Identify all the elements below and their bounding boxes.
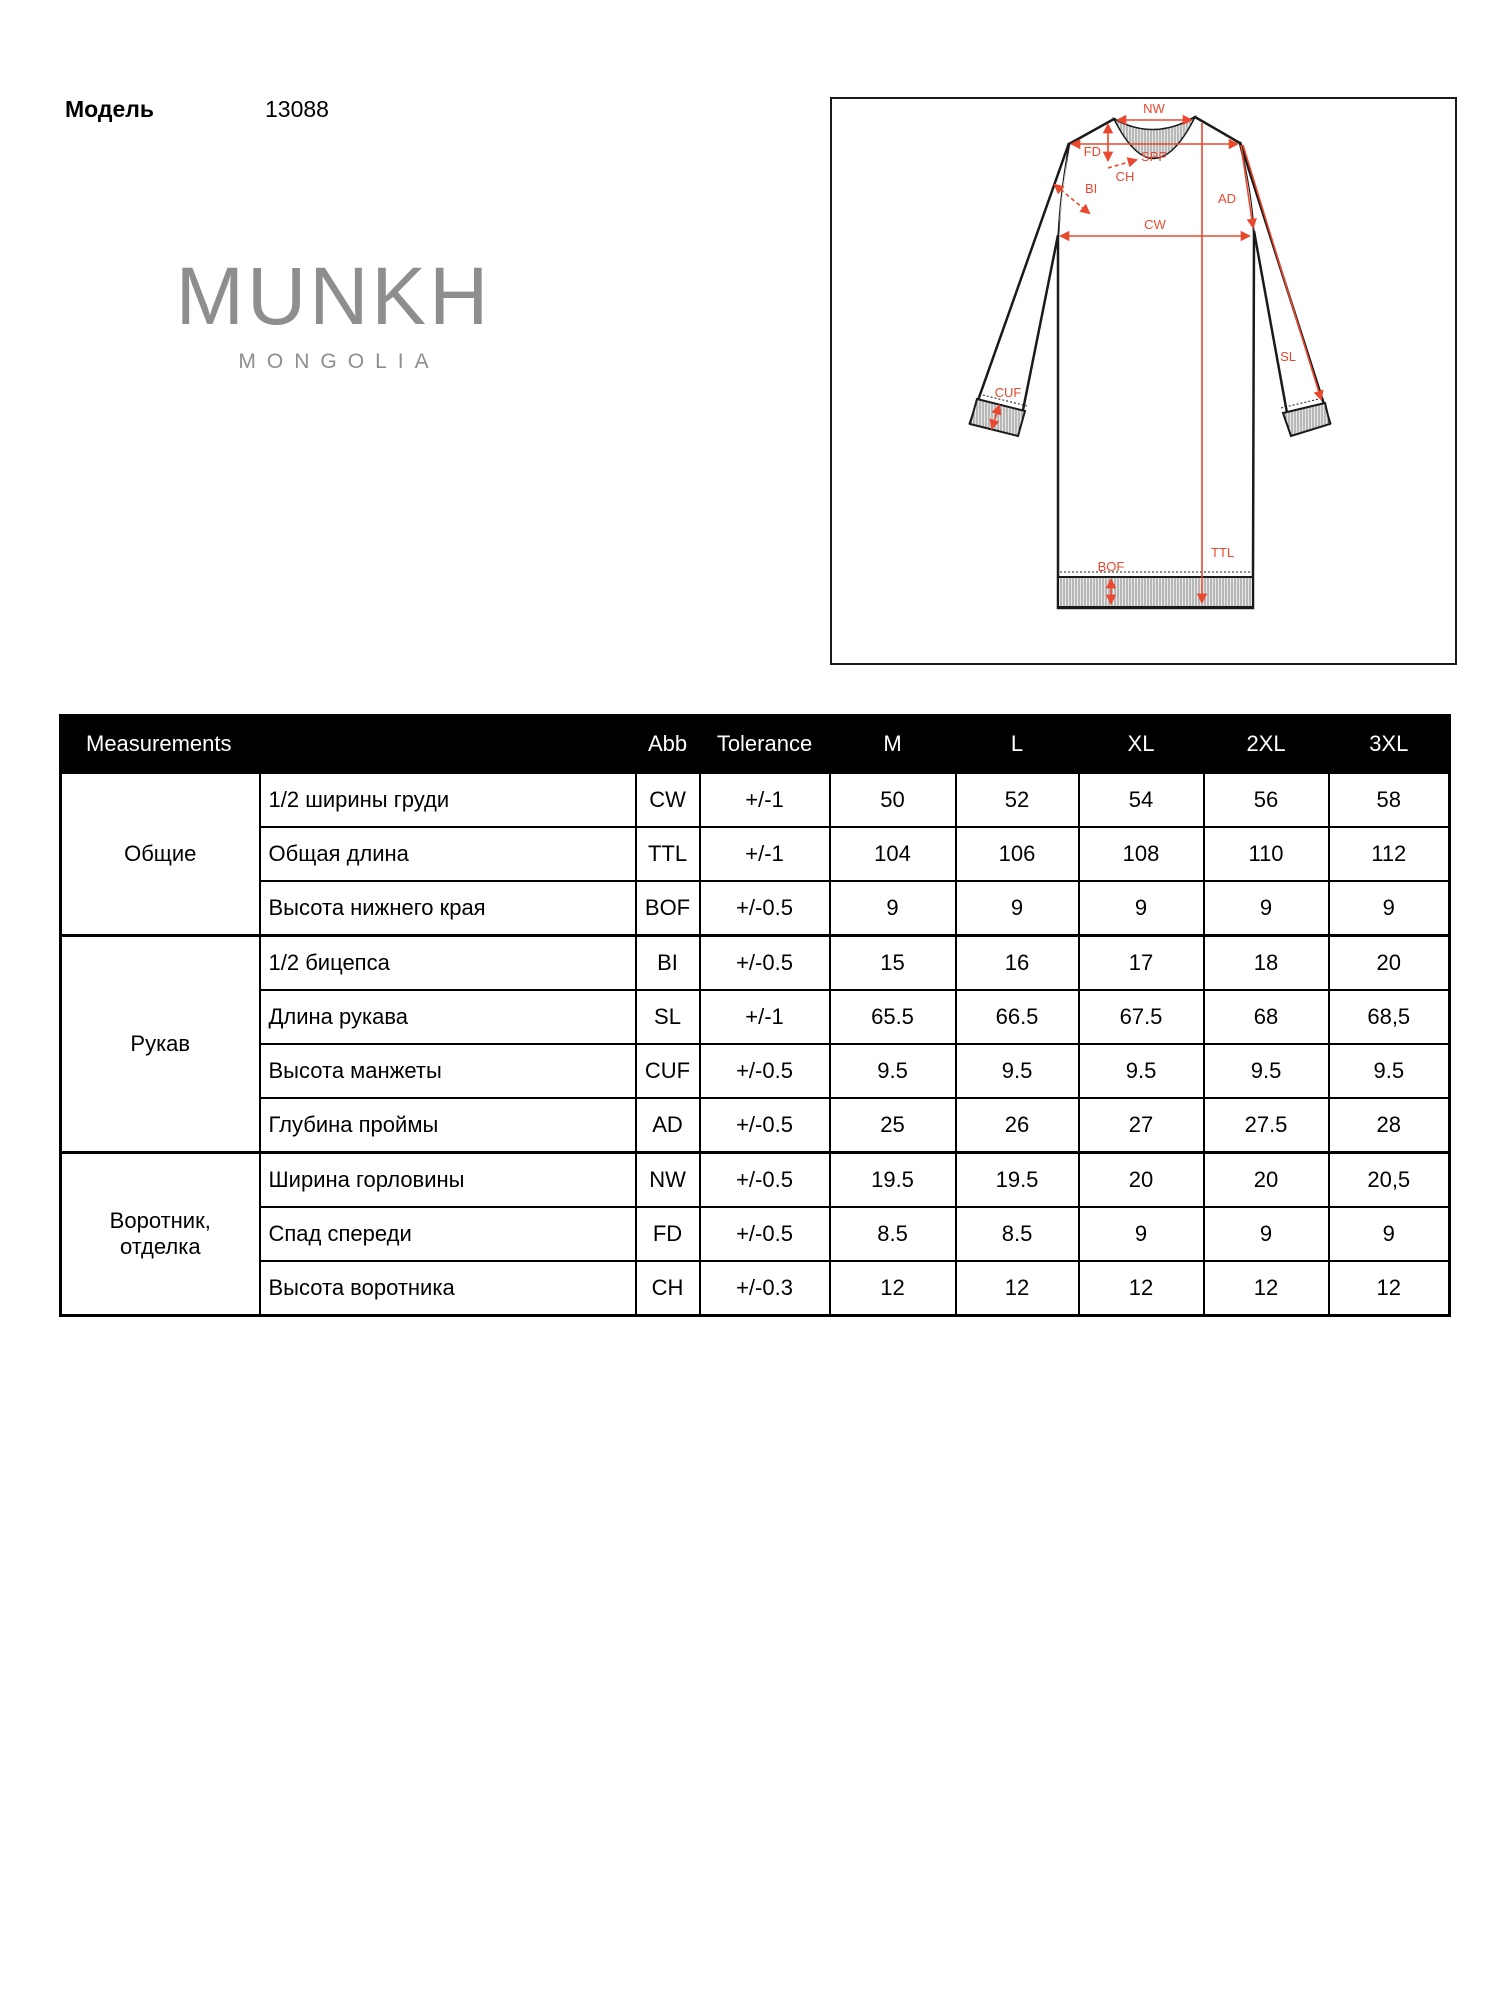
row-value-cell: 108 bbox=[1079, 827, 1204, 881]
row-tolerance-cell: +/-1 bbox=[700, 827, 830, 881]
measurements-table-body bbox=[61, 773, 1450, 1316]
row-value-cell: 9.5 bbox=[1079, 1044, 1204, 1098]
row-value-cell: 9 bbox=[1079, 1207, 1204, 1261]
measurements-table-wrapper bbox=[59, 714, 1451, 1317]
row-tolerance-cell: +/-0.3 bbox=[700, 1261, 830, 1316]
row-label-cell: Общая длина bbox=[260, 827, 636, 881]
group-name-cell: Общие bbox=[61, 773, 260, 936]
table-row bbox=[61, 936, 1450, 991]
dimension-label-spp: SPP bbox=[1140, 149, 1168, 164]
row-value-cell: 12 bbox=[956, 1261, 1079, 1316]
row-value-cell: 58 bbox=[1329, 773, 1450, 828]
dimension-label-cuf: CUF bbox=[994, 385, 1022, 400]
row-value-cell: 9 bbox=[956, 881, 1079, 936]
table-row bbox=[61, 1261, 1450, 1316]
measurements-column-header: Measurements bbox=[61, 716, 636, 773]
row-value-cell: 18 bbox=[1204, 936, 1329, 991]
row-value-cell: 9.5 bbox=[956, 1044, 1079, 1098]
table-row bbox=[61, 990, 1450, 1044]
row-value-cell: 9 bbox=[1329, 881, 1450, 936]
row-tolerance-cell: +/-0.5 bbox=[700, 1044, 830, 1098]
row-value-cell: 27 bbox=[1079, 1098, 1204, 1153]
dimension-label-ttl: TTL bbox=[1211, 545, 1235, 560]
row-abb-cell: NW bbox=[636, 1153, 700, 1208]
row-value-cell: 26 bbox=[956, 1098, 1079, 1153]
row-value-cell: 9 bbox=[1329, 1207, 1450, 1261]
table-row bbox=[61, 827, 1450, 881]
row-value-cell: 9 bbox=[1079, 881, 1204, 936]
row-abb-cell: TTL bbox=[636, 827, 700, 881]
dimension-label-sl: SL bbox=[1280, 349, 1296, 364]
row-value-cell: 12 bbox=[1204, 1261, 1329, 1316]
row-value-cell: 67.5 bbox=[1079, 990, 1204, 1044]
row-value-cell: 19.5 bbox=[830, 1153, 956, 1208]
row-value-cell: 20,5 bbox=[1329, 1153, 1450, 1208]
row-tolerance-cell: +/-1 bbox=[700, 990, 830, 1044]
row-label-cell: Спад спереди bbox=[260, 1207, 636, 1261]
row-value-cell: 68 bbox=[1204, 990, 1329, 1044]
row-tolerance-cell: +/-0.5 bbox=[700, 881, 830, 936]
row-tolerance-cell: +/-1 bbox=[700, 773, 830, 828]
row-value-cell: 16 bbox=[956, 936, 1079, 991]
dimension-label-bi: BI bbox=[1085, 181, 1098, 196]
row-label-cell: Высота манжеты bbox=[260, 1044, 636, 1098]
row-label-cell: Ширина горловины bbox=[260, 1153, 636, 1208]
row-value-cell: 54 bbox=[1079, 773, 1204, 828]
row-label-cell: Высота воротника bbox=[260, 1261, 636, 1316]
row-value-cell: 9 bbox=[1204, 1207, 1329, 1261]
row-value-cell: 106 bbox=[956, 827, 1079, 881]
row-value-cell: 9 bbox=[1204, 881, 1329, 936]
row-value-cell: 25 bbox=[830, 1098, 956, 1153]
row-tolerance-cell: +/-0.5 bbox=[700, 936, 830, 991]
row-value-cell: 27.5 bbox=[1204, 1098, 1329, 1153]
row-value-cell: 28 bbox=[1329, 1098, 1450, 1153]
row-value-cell: 52 bbox=[956, 773, 1079, 828]
size-column-header: 2XL bbox=[1204, 716, 1329, 773]
measurements-table bbox=[59, 714, 1451, 1317]
row-abb-cell: BI bbox=[636, 936, 700, 991]
brand-logo-text: MUNKH bbox=[175, 251, 492, 342]
row-value-cell: 56 bbox=[1204, 773, 1329, 828]
row-abb-cell: SL bbox=[636, 990, 700, 1044]
table-row bbox=[61, 1098, 1450, 1153]
garment-diagram bbox=[830, 97, 1457, 665]
row-value-cell: 20 bbox=[1079, 1153, 1204, 1208]
size-column-header: 3XL bbox=[1329, 716, 1450, 773]
row-tolerance-cell: +/-0.5 bbox=[700, 1098, 830, 1153]
tolerance-column-header: Tolerance bbox=[700, 716, 830, 773]
row-value-cell: 9.5 bbox=[830, 1044, 956, 1098]
row-value-cell: 12 bbox=[830, 1261, 956, 1316]
brand-logo bbox=[136, 251, 531, 374]
table-row bbox=[61, 1207, 1450, 1261]
garment-diagram-svg bbox=[832, 99, 1455, 663]
model-number: 13088 bbox=[265, 96, 329, 122]
row-abb-cell: BOF bbox=[636, 881, 700, 936]
bottom-hem-rib bbox=[1058, 577, 1253, 607]
row-value-cell: 12 bbox=[1329, 1261, 1450, 1316]
row-value-cell: 20 bbox=[1329, 936, 1450, 991]
dimension-label-nw: NW bbox=[1143, 101, 1165, 116]
row-label-cell: Глубина проймы bbox=[260, 1098, 636, 1153]
row-value-cell: 104 bbox=[830, 827, 956, 881]
table-row bbox=[61, 1044, 1450, 1098]
dimension-label-ad: AD bbox=[1217, 191, 1236, 206]
table-row bbox=[61, 773, 1450, 828]
row-tolerance-cell: +/-0.5 bbox=[700, 1153, 830, 1208]
group-name-cell: Рукав bbox=[61, 936, 260, 1153]
row-abb-cell: CH bbox=[636, 1261, 700, 1316]
row-abb-cell: AD bbox=[636, 1098, 700, 1153]
table-header-row bbox=[61, 716, 1450, 773]
row-value-cell: 9.5 bbox=[1329, 1044, 1450, 1098]
dimension-label-fd: FD bbox=[1083, 144, 1101, 159]
abb-column-header: Abb bbox=[636, 716, 700, 773]
row-value-cell: 68,5 bbox=[1329, 990, 1450, 1044]
row-value-cell: 50 bbox=[830, 773, 956, 828]
row-tolerance-cell: +/-0.5 bbox=[700, 1207, 830, 1261]
row-abb-cell: CW bbox=[636, 773, 700, 828]
row-value-cell: 65.5 bbox=[830, 990, 956, 1044]
row-value-cell: 17 bbox=[1079, 936, 1204, 991]
row-value-cell: 112 bbox=[1329, 827, 1450, 881]
dimension-label-bof: BOF bbox=[1097, 559, 1125, 574]
row-value-cell: 9 bbox=[830, 881, 956, 936]
row-abb-cell: CUF bbox=[636, 1044, 700, 1098]
row-value-cell: 110 bbox=[1204, 827, 1329, 881]
row-value-cell: 15 bbox=[830, 936, 956, 991]
row-value-cell: 19.5 bbox=[956, 1153, 1079, 1208]
row-value-cell: 66.5 bbox=[956, 990, 1079, 1044]
size-column-header: M bbox=[830, 716, 956, 773]
row-value-cell: 20 bbox=[1204, 1153, 1329, 1208]
row-label-cell: Длина рукава bbox=[260, 990, 636, 1044]
dimension-label-ch: CH bbox=[1115, 169, 1135, 184]
row-value-cell: 8.5 bbox=[956, 1207, 1079, 1261]
dimension-label-cw: CW bbox=[1144, 217, 1166, 232]
row-label-cell: 1/2 бицепса bbox=[260, 936, 636, 991]
size-column-header: XL bbox=[1079, 716, 1204, 773]
model-label: Модель bbox=[65, 96, 155, 122]
size-column-header: L bbox=[956, 716, 1079, 773]
table-row bbox=[61, 1153, 1450, 1208]
row-label-cell: Высота нижнего края bbox=[260, 881, 636, 936]
row-label-cell: 1/2 ширины груди bbox=[260, 773, 636, 828]
table-row bbox=[61, 881, 1450, 936]
row-value-cell: 12 bbox=[1079, 1261, 1204, 1316]
row-abb-cell: FD bbox=[636, 1207, 700, 1261]
group-name-cell: Воротник, отделка bbox=[61, 1153, 260, 1316]
row-value-cell: 9.5 bbox=[1204, 1044, 1329, 1098]
brand-logo-subtext: MONGOLIA bbox=[238, 350, 440, 373]
row-value-cell: 8.5 bbox=[830, 1207, 956, 1261]
